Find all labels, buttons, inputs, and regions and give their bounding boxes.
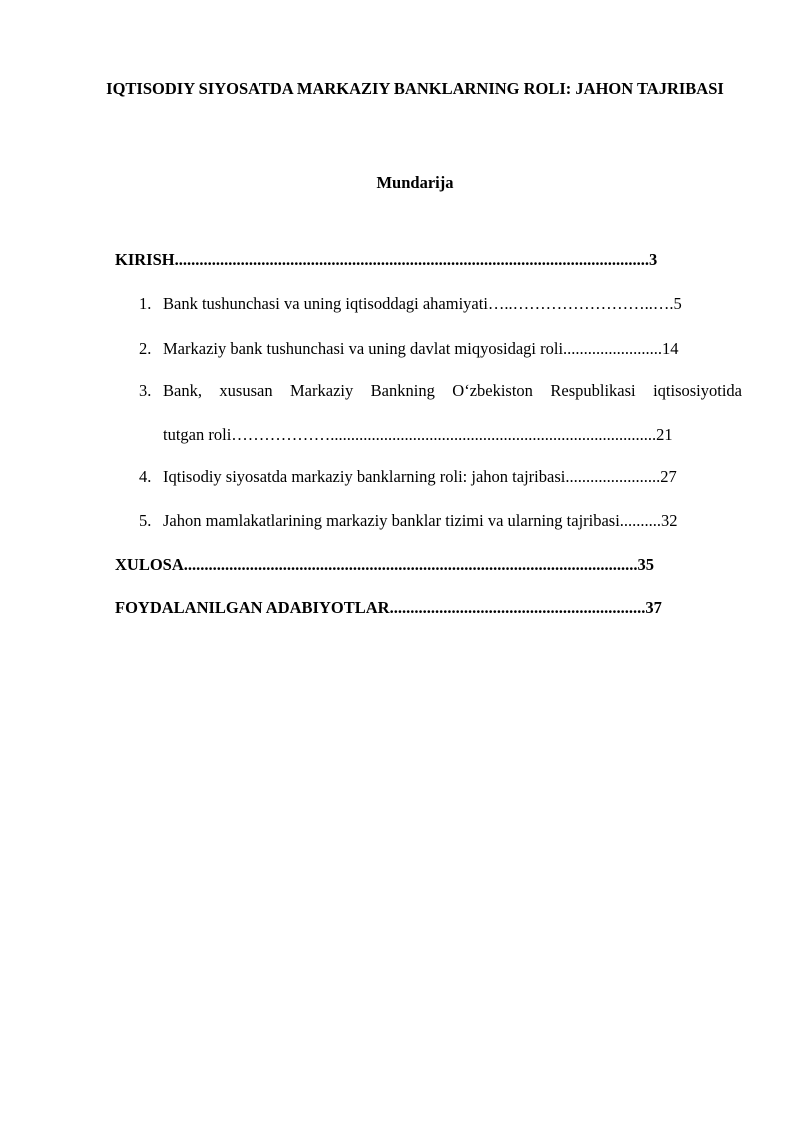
toc-item-3-line1: Bank, xususan Markaziy Bankning O‘zbekiston Respublikasi iqtisosiyotida — [163, 381, 742, 400]
toc-item-1-number: 1. — [139, 294, 152, 313]
toc-item-5: Jahon mamlakatlarining markaziy banklar tizimi va ularning tajribasi..........32 — [163, 511, 678, 530]
toc-item-5-number: 5. — [139, 511, 152, 530]
toc-item-2: Markaziy bank tushunchasi va uning davlat miqyosidagi roli........................14 — [163, 339, 679, 358]
document-title: IQTISODIY SIYOSATDA MARKAZIY BANKLARNING ROLI: JAHON TAJRIBASI — [106, 79, 724, 98]
toc-item-3-number: 3. — [139, 381, 152, 400]
toc-item-4-number: 4. — [139, 467, 152, 486]
contents-heading: Mundarija — [376, 173, 454, 192]
toc-references: FOYDALANILGAN ADABIYOTLAR..............................................................37 — [115, 598, 662, 617]
toc-item-2-number: 2. — [139, 339, 152, 358]
toc-intro: KIRISH...................................................................................................................3 — [115, 250, 658, 269]
toc-item-3-line2: tutgan roli………………...............................................................................21 — [163, 425, 673, 444]
toc-conclusion: XULOSA..............................................................................................................35 — [115, 555, 655, 574]
toc-item-1: Bank tushunchasi va uning iqtisoddagi ahamiyati…..……………………..….5 — [163, 294, 682, 313]
toc-item-4: Iqtisodiy siyosatda markaziy banklarning roli: jahon tajribasi.......................27 — [163, 467, 677, 486]
